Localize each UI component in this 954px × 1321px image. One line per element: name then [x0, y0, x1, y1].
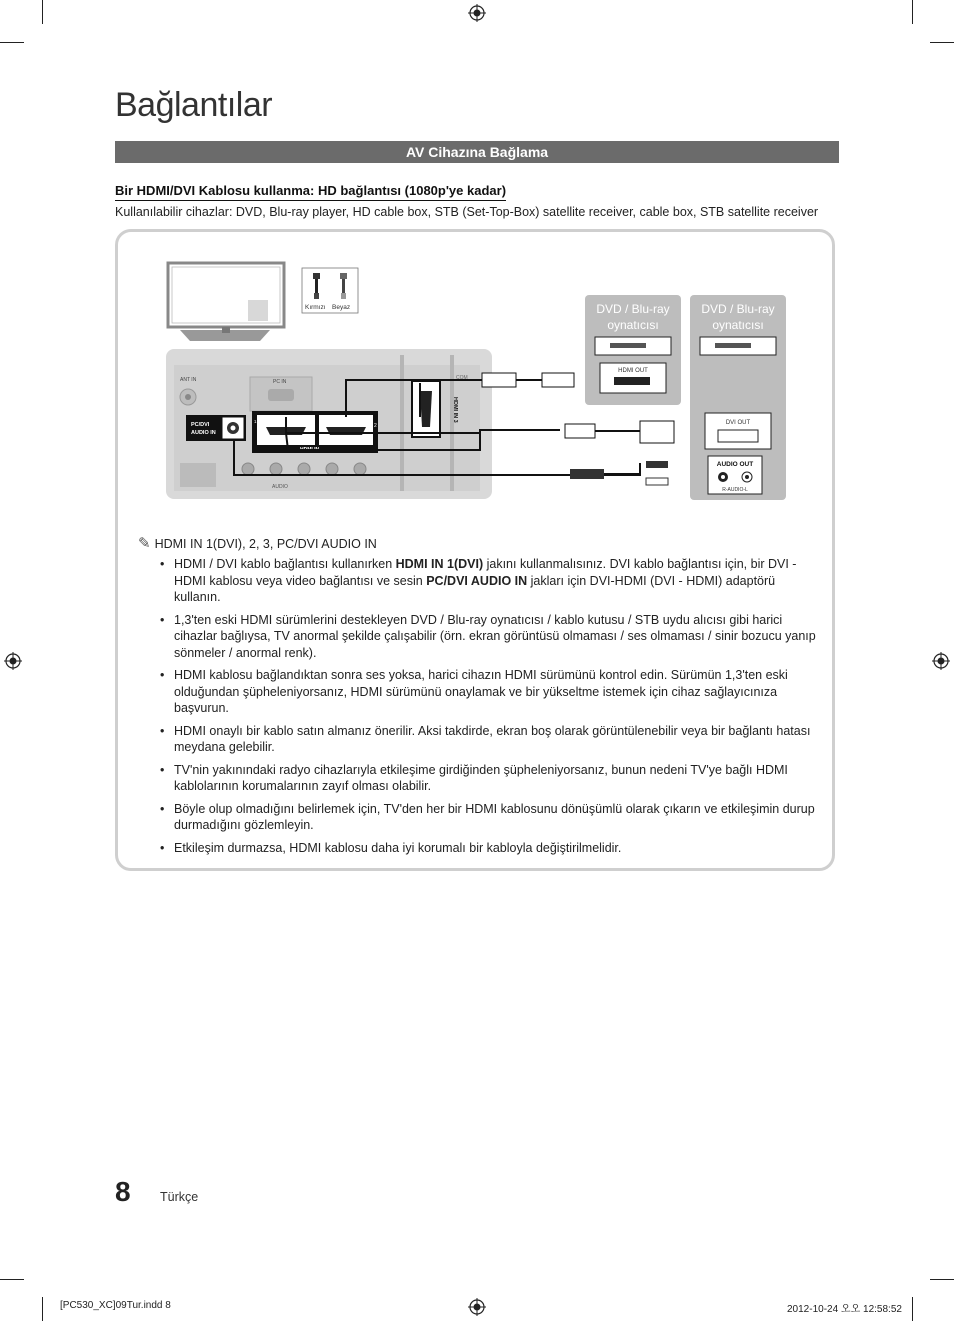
device-2-name-2: oynatıcısı	[712, 318, 764, 332]
note-bullet-item	[160, 762, 820, 795]
registration-mark-icon	[468, 4, 486, 22]
hdmi-plug-icon	[565, 424, 595, 438]
available-devices-text: Kullanılabilir cihazlar: DVD, Blu-ray player, HD cable box, STB (Set-Top-Box) satellite receiver, cable box, STB satellite receiver	[115, 205, 819, 219]
bullet-text: HDMI onaylı bir kablo satın almanız önerilir. Aksi takdirde, ekran boş olarak görüntülenebilir veya bir bağlantı hatası meydana gelebilir.	[174, 723, 811, 754]
hdmi-in-3-label: HDMI IN 3	[452, 397, 458, 423]
red-cable-label: Kırmızı	[305, 304, 326, 311]
section-title-bar: AV Cihazına Bağlama	[115, 141, 839, 163]
note-bullet-item	[160, 556, 820, 606]
dvi-tag-label: 1 (DVI)	[254, 419, 269, 424]
page-number: 8	[115, 1176, 131, 1207]
note-heading-text: HDMI IN 1(DVI), 2, 3, PC/DVI AUDIO IN	[154, 537, 377, 551]
pc-in-label: PC IN	[273, 379, 287, 385]
white-cable-label: Beyaz	[332, 304, 351, 311]
tv-back-panel	[166, 349, 492, 499]
hdmi-plug-icon	[482, 373, 516, 387]
note-heading	[138, 534, 377, 552]
crop-mark	[0, 1279, 24, 1280]
registration-mark-icon	[932, 652, 950, 670]
device-1-name-2: oynatıcısı	[607, 318, 659, 332]
hdmi-in-label: HDMI IN	[300, 447, 320, 453]
rca-plug-icon	[646, 461, 668, 468]
audio-plug-icon	[570, 469, 604, 479]
port-2-label: 2	[374, 423, 377, 429]
dvi-out-label: DVI OUT	[725, 420, 751, 426]
hdmi-plug-icon	[542, 373, 574, 387]
dvi-plug-icon	[640, 421, 674, 443]
crop-mark	[930, 42, 954, 43]
audio-out-label: AUDIO OUT	[716, 461, 754, 468]
note-bullet-item	[160, 801, 820, 834]
note-bullet-list	[160, 556, 820, 862]
bullet-text: Etkileşim durmazsa, HDMI kablosu daha iyi korumalı bir kabloyla değiştirilmelidir.	[174, 840, 622, 855]
registration-mark-icon	[4, 652, 22, 670]
footer-date: 2012-10-24 오오 12:58:52	[787, 1304, 902, 1315]
crop-mark	[42, 1297, 43, 1321]
com-label: COM	[456, 375, 468, 381]
device-2-name: DVD / Blu-ray	[701, 302, 775, 316]
connection-diagram	[160, 255, 800, 510]
subheading: Bir HDMI/DVI Kablosu kullanma: HD bağlantısı (1080p'ye kadar)	[115, 183, 506, 201]
device-1-name: DVD / Blu-ray	[596, 302, 670, 316]
note-bullet-item	[160, 612, 820, 662]
bullet-text: 1,3'ten eski HDMI sürümlerini destekleyen DVD / Blu-ray oynatıcısı / kablo kutusu / STB uydu alıcısı gibi harici cihazlar bağlıysa, TV anormal şekilde çalışabilir (örn. ekran görüntüsü olmaması / ses olmaması / sinir bozucu yanıp sönmeler / anormal renk).	[174, 612, 816, 660]
crop-mark	[912, 1297, 913, 1321]
crop-mark	[0, 42, 24, 43]
bold-term: HDMI IN 1(DVI)	[395, 557, 484, 571]
ant-in-label: ANT IN	[180, 377, 197, 383]
bullet-text: Böyle olup olmadığını belirlemek için, TV'den her bir HDMI kablosunu dönüşümlü olarak çıkarın ve etkileşimin durup durmadığını gözlemleyin.	[174, 801, 815, 832]
registration-mark-icon	[468, 1298, 486, 1316]
crop-mark	[912, 0, 913, 24]
crop-mark	[42, 0, 43, 24]
pc-dvi-label: PC/DVI	[191, 422, 210, 428]
hdmi-out-label: HDMI OUT	[618, 368, 648, 374]
bold-term: PC/DVI AUDIO IN	[426, 573, 528, 588]
pencil-icon: ✎	[138, 535, 151, 552]
bullet-text: jakları için DVI-HDMI (DVI - HDMI) adaptörü kullanın.	[174, 573, 776, 604]
crop-mark	[930, 1279, 954, 1280]
note-bullet-item	[160, 723, 820, 756]
footer-file-name: [PC530_XC]09Tur.indd 8	[60, 1300, 171, 1311]
tv-icon	[168, 263, 284, 341]
audio-out-sub-label: R-AUDIO-L	[722, 487, 748, 493]
bullet-text: HDMI / DVI kablo bağlantısı kullanırken	[174, 557, 396, 571]
rca-plug-icon	[646, 478, 668, 485]
audio-label: AUDIO	[272, 484, 288, 490]
audio-in-label: AUDIO IN	[191, 430, 216, 436]
bullet-text: TV'nin yakınındaki radyo cihazlarıyla etkileşime girdiğinden şüpheleniyorsanız, bunun nedeni TV'ye bağlı HDMI kablolarının korumalarının zayıf olması olabilir.	[174, 762, 788, 793]
page-title: Bağlantılar	[115, 86, 273, 124]
note-bullet-item	[160, 840, 820, 857]
bullet-text: jakını kullanmalısınız. DVI kablo bağlantısı için, bir DVI - HDMI kablosu veya video bağlantısı ve sesin	[174, 557, 797, 588]
page-language: Türkçe	[160, 1190, 199, 1204]
note-bullet-item	[160, 667, 820, 717]
bullet-text: HDMI kablosu bağlandıktan sonra ses yoksa, harici cihazın HDMI sürümünü kontrol edin. Sürümün 1,3'ten eski olduğundan şüpheleniyorsanız, HDMI sürümünü onaylamak ve bir yükseltme istemek için cihaz sağlayıcınıza başvurun.	[174, 668, 788, 715]
